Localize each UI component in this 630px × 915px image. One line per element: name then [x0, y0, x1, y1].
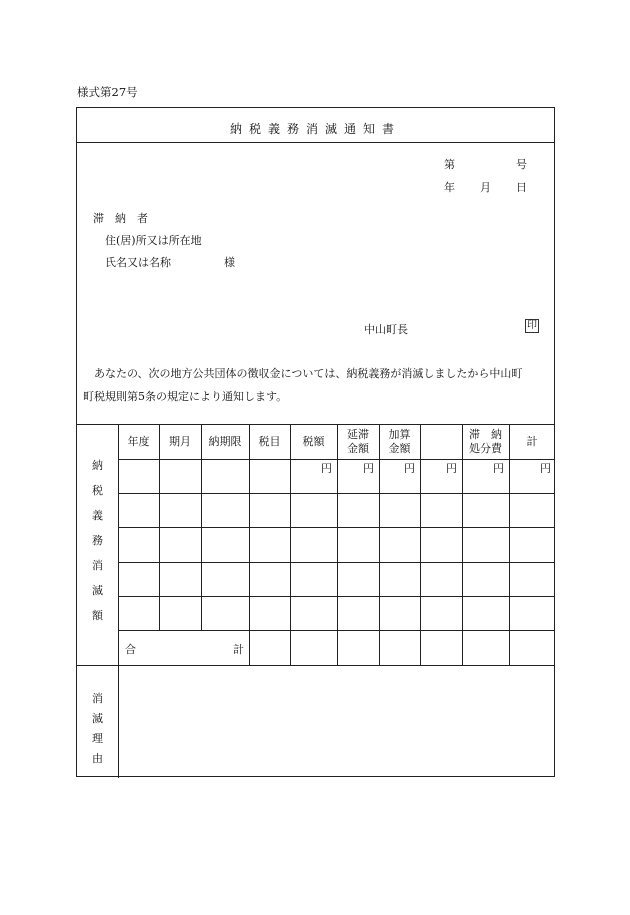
- header-fiscal-year: [118, 424, 159, 459]
- header-text: 年度: [127, 434, 150, 448]
- addressee-heading: 滞 納 者: [93, 212, 148, 225]
- col-line: [509, 424, 510, 665]
- table-row-line: [118, 630, 554, 631]
- header-disposition-cost: [462, 424, 509, 459]
- header-tax-item: [249, 424, 290, 459]
- header-total: [509, 424, 555, 459]
- header-text: 期月: [169, 434, 191, 448]
- header-text: 税額: [302, 434, 325, 448]
- side-label-char: 税: [92, 484, 103, 497]
- body-text-line1: あなたの、次の地方公共団体の徴収金については、納税義務が消滅しましたから中山町: [94, 367, 523, 380]
- reason-label-char: 理: [92, 732, 103, 745]
- total-label-right: 計: [233, 643, 244, 656]
- label-column-divider: [118, 424, 119, 778]
- header-delinquency-amount: [337, 424, 379, 459]
- date-month: 月: [480, 181, 491, 194]
- yen-unit: 円: [363, 462, 374, 475]
- table-row-line: [118, 596, 554, 597]
- form-number: 様式第27号: [77, 85, 138, 99]
- header-text: 滞 納: [469, 427, 502, 441]
- body-text-line2: 町税規則第5条の規定により通知します。: [83, 390, 288, 403]
- reason-label-char: 消: [92, 692, 103, 705]
- issuer-title: 中山町長: [364, 323, 408, 336]
- reason-side-label: [77, 690, 118, 766]
- header-text: 処分費: [469, 441, 502, 455]
- yen-unit: 円: [321, 462, 332, 475]
- header-text: 金額: [347, 441, 369, 455]
- tax-obligation-side-label: [77, 457, 118, 623]
- table-row-line: [118, 562, 554, 563]
- header-period: [159, 424, 201, 459]
- table-row-line: [118, 527, 554, 528]
- header-additional-amount: [379, 424, 420, 459]
- header-text: 金額: [388, 441, 411, 455]
- doc-number-prefix: 第: [444, 158, 455, 171]
- reason-label-char: 滅: [92, 712, 103, 725]
- seal-mark: 印: [527, 320, 537, 331]
- total-label-left: 合: [125, 643, 136, 656]
- header-text: 延滞: [347, 427, 369, 441]
- header-blank: [420, 424, 462, 459]
- side-label-char: 滅: [92, 584, 103, 597]
- yen-unit: 円: [404, 462, 415, 475]
- col-line: [462, 424, 463, 665]
- table-bottom-border: [77, 665, 554, 666]
- side-label-char: 額: [92, 609, 103, 622]
- side-label-char: 消: [92, 559, 103, 572]
- side-label-char: 義: [92, 509, 103, 522]
- col-line: [337, 424, 338, 665]
- yen-unit: 円: [540, 462, 551, 475]
- header-due-date: [201, 424, 249, 459]
- yen-unit: 円: [493, 462, 504, 475]
- header-text: 納期限: [208, 434, 242, 448]
- doc-number-suffix: 号: [516, 158, 527, 171]
- honorific: 様: [224, 256, 235, 269]
- reason-label-char: 由: [92, 752, 103, 765]
- col-line: [249, 424, 250, 665]
- title-divider: [77, 142, 554, 143]
- side-label-char: 納: [92, 459, 103, 472]
- name-label: 氏名又は名称: [105, 256, 171, 269]
- table-row-line: [118, 493, 554, 494]
- date-day: 日: [516, 181, 527, 194]
- header-text: 税目: [258, 434, 281, 448]
- notice-form: [76, 107, 555, 777]
- document-title: 納税義務消滅通知書: [229, 122, 401, 136]
- side-label-char: 務: [92, 534, 103, 547]
- header-text: 加算: [388, 427, 411, 441]
- header-tax-amount: [290, 424, 337, 459]
- col-line: [420, 424, 421, 665]
- yen-unit: 円: [446, 462, 457, 475]
- table-header-bottom: [118, 459, 554, 460]
- address-label: 住(居)所又は所在地: [105, 234, 202, 247]
- col-line: [379, 424, 380, 665]
- header-text: 計: [526, 434, 538, 448]
- col-line: [290, 424, 291, 665]
- date-year: 年: [444, 181, 455, 194]
